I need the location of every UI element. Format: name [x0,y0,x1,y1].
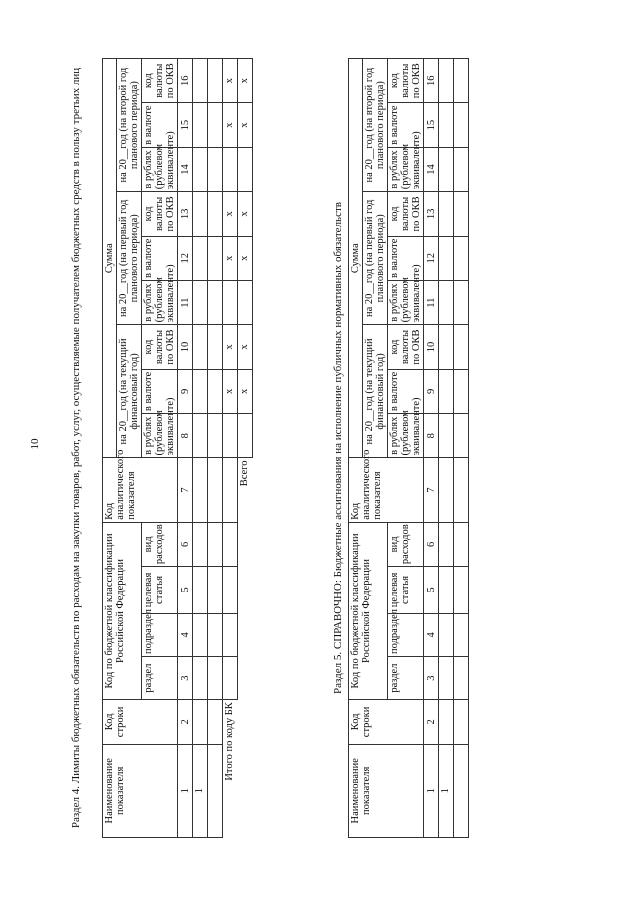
col-num: 12 [424,236,439,280]
col-num: 2 [178,700,193,744]
section4-table [102,58,253,838]
header-analytic: Код аналитического показателя [349,458,424,522]
col-num: 4 [424,613,439,656]
header-year1: на 20__год (на текущий финансовый год) [117,325,142,458]
header-exp-type: вид расходов [142,522,178,566]
section4-title: Раздел 4. Лимиты бюджетных обязательств по расходам на закупки товаров, работ, услуг, осуществляемые получателем бюджетных средств в пользу третьих лиц [70,67,82,829]
table-row [208,59,223,838]
col-num: 9 [178,369,193,413]
col-num: 9 [424,369,439,413]
header-sum: Сумма [103,59,117,458]
row-label: 1 [193,744,208,837]
section5-title: Раздел 5. СПРАВОЧНО: Бюджетные ассигнования на исполнение публичных нормативных обязательств [332,202,344,694]
header-y3-okv: код валюты по ОКВ [388,59,424,103]
header-section: раздел [388,657,424,700]
col-num: 11 [178,280,193,324]
header-bk: Код по бюджетной классификации Российской Федерации [349,522,388,700]
x-mark: x [238,192,253,236]
col-num: 15 [178,103,193,147]
header-sum: Сумма [349,59,363,458]
table-row [193,59,208,838]
col-num: 3 [178,657,193,700]
header-y3-rub: в рублях (рублевом эквиваленте) [388,147,424,191]
header-name: Наименование показателя [349,744,424,837]
row-label: 1 [439,744,454,837]
header-year3: на 20__год (на второй год планового периода) [363,59,388,192]
x-mark: x [238,59,253,103]
header-y2-rub: в рублях (рублевом эквиваленте) [388,280,424,324]
total-all-label: Всего [239,460,250,487]
column-numbers-row [178,59,193,838]
header-name: Наименование показателя [103,744,178,837]
col-num: 5 [424,567,439,614]
col-num: 1 [424,744,439,837]
header-code-row: Код строки [349,700,424,744]
header-y2-cur: в валюте [142,236,178,280]
header-year3: на 20__год (на второй год планового периода) [117,59,142,192]
section5-table [348,58,469,838]
col-num: 10 [178,325,193,369]
header-year1: на 20__год (на текущий финансовый год) [363,325,388,458]
x-mark: x [223,369,238,413]
col-num: 12 [178,236,193,280]
col-num: 13 [424,192,439,236]
total-bk-label: Итого по коду БК [224,702,235,781]
x-mark: x [238,236,253,280]
header-code-row: Код строки [103,700,178,744]
header-y2-rub: в рублях (рублевом эквиваленте) [142,280,178,324]
col-num: 7 [178,458,193,522]
header-y2-cur: в валюте [388,236,424,280]
col-num: 1 [178,744,193,837]
header-analytic: Код аналитического показателя [103,458,178,522]
col-num: 4 [178,613,193,656]
rotated-page-content [70,48,560,838]
col-num: 11 [424,280,439,324]
header-subsection: подраздел [388,613,424,656]
total-bk-row [223,59,238,838]
col-num: 10 [424,325,439,369]
header-exp-type: вид расходов [388,522,424,566]
col-num: 3 [424,657,439,700]
header-y3-cur: в валюте [388,103,424,147]
col-num: 6 [424,522,439,566]
header-year2: на 20__год (на первый год планового периода) [363,192,388,325]
col-num: 14 [178,147,193,191]
header-bk: Код по бюджетной классификации Российской Федерации [103,522,142,700]
col-num: 8 [424,414,439,458]
header-y3-rub: в рублях (рублевом эквиваленте) [142,147,178,191]
header-y1-rub: в рублях (рублевом эквиваленте) [388,414,424,458]
header-y1-cur: в валюте [388,369,424,413]
header-section: раздел [142,657,178,700]
header-target: целевая статья [142,567,178,614]
col-num: 2 [424,700,439,744]
header-y2-okv: код валюты по ОКВ [388,192,424,236]
x-mark: x [223,236,238,280]
col-num: 14 [424,147,439,191]
col-num: 7 [424,458,439,522]
header-y1-okv: код валюты по ОКВ [388,325,424,369]
x-mark: x [223,325,238,369]
x-mark: x [223,59,238,103]
header-y1-rub: в рублях (рублевом эквиваленте) [142,414,178,458]
col-num: 13 [178,192,193,236]
x-mark: x [223,103,238,147]
header-year2: на 20__год (на первый год планового периода) [117,192,142,325]
x-mark: x [238,325,253,369]
col-num: 15 [424,103,439,147]
header-target: целевая статья [388,567,424,614]
page-number: 10 [29,438,41,450]
col-num: 6 [178,522,193,566]
header-y1-cur: в валюте [142,369,178,413]
header-y1-okv: код валюты по ОКВ [142,325,178,369]
x-mark: x [223,192,238,236]
header-y2-okv: код валюты по ОКВ [142,192,178,236]
table-row [439,59,454,838]
header-subsection: подраздел [142,613,178,656]
col-num: 16 [424,59,439,103]
header-y3-okv: код валюты по ОКВ [142,59,178,103]
header-y3-cur: в валюте [142,103,178,147]
col-num: 16 [178,59,193,103]
x-mark: x [238,103,253,147]
table-row [454,59,469,838]
col-num: 5 [178,567,193,614]
total-all-row [238,59,253,838]
column-numbers-row [424,59,439,838]
col-num: 8 [178,414,193,458]
x-mark: x [238,369,253,413]
